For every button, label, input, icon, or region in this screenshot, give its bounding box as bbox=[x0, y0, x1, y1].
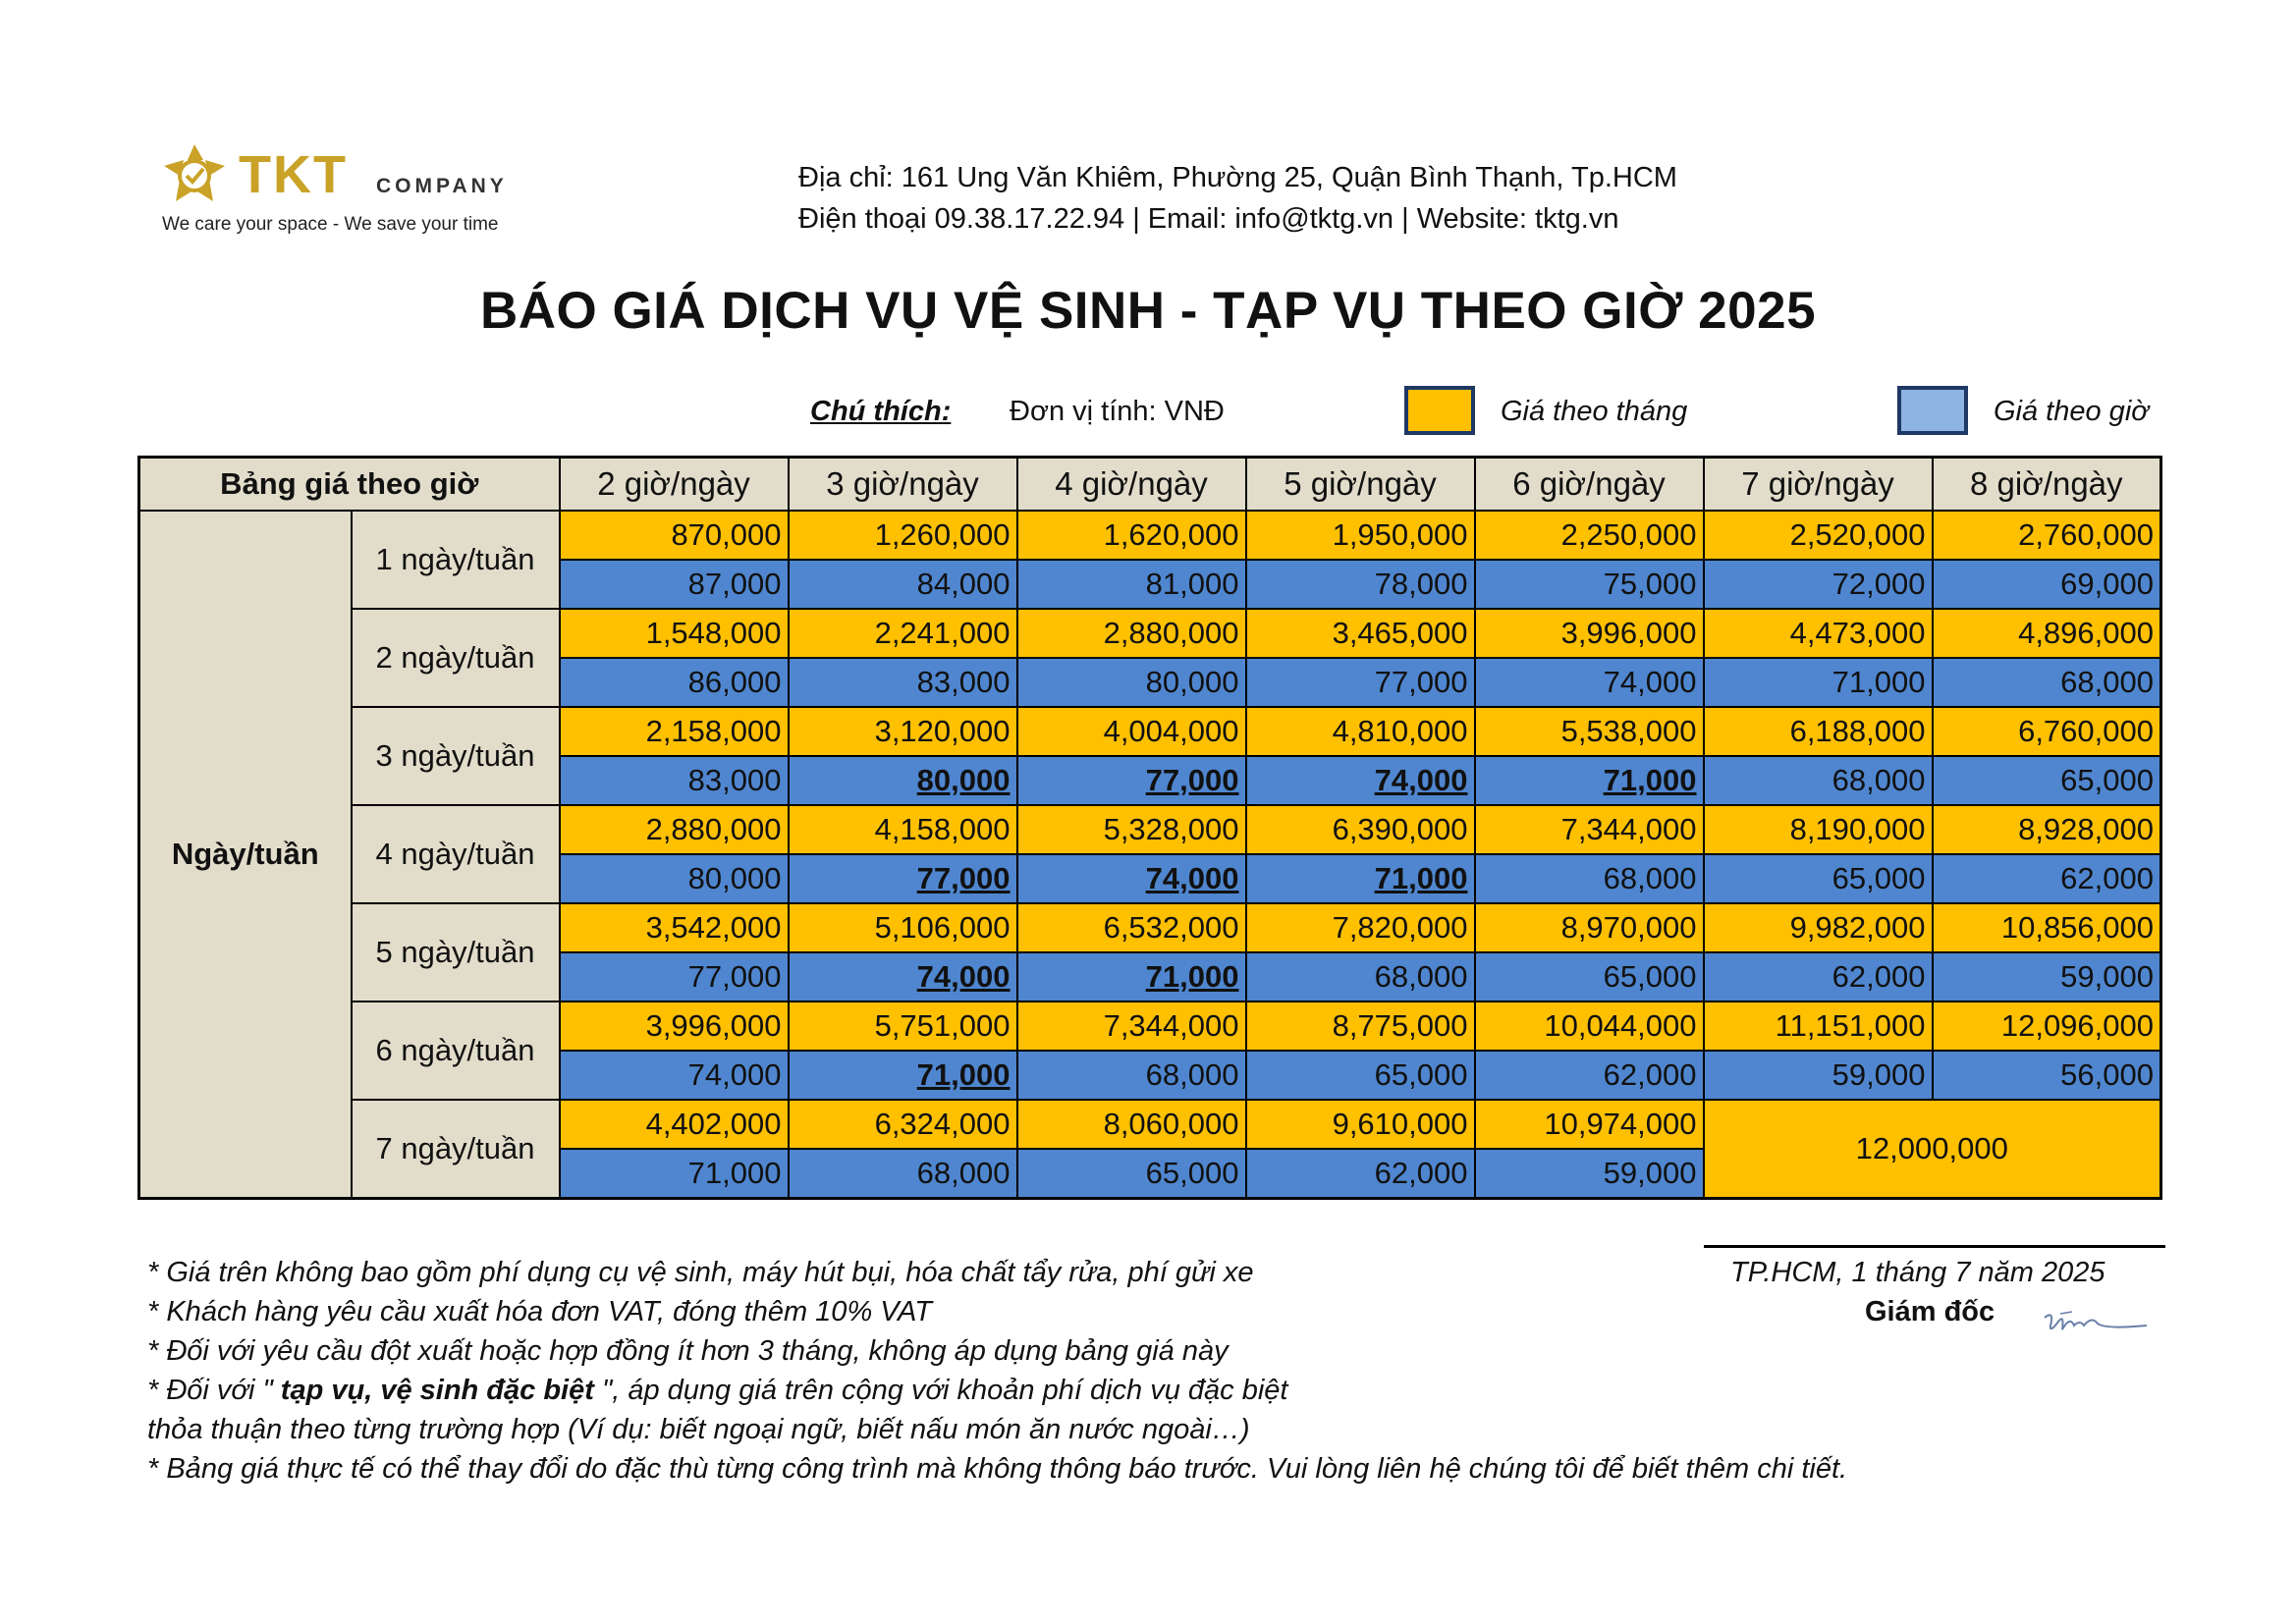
hourly-price-cell: 74,000 bbox=[560, 1051, 789, 1100]
note-4-prefix: * Đối với " bbox=[147, 1375, 273, 1406]
row-label: 7 ngày/tuần bbox=[352, 1100, 560, 1199]
hourly-price-cell: 72,000 bbox=[1704, 560, 1933, 609]
hourly-price-cell: 59,000 bbox=[1933, 952, 2161, 1001]
table-header-row bbox=[139, 458, 2161, 512]
row-label: 6 ngày/tuần bbox=[352, 1001, 560, 1100]
monthly-price-cell: 7,344,000 bbox=[1475, 805, 1704, 854]
hourly-price-cell: 65,000 bbox=[1475, 952, 1704, 1001]
col-header: 3 giờ/ngày bbox=[789, 458, 1017, 512]
company-logo-icon bbox=[162, 142, 227, 203]
hourly-price-cell: 68,000 bbox=[1704, 756, 1933, 805]
note-4-bold: tạp vụ, vệ sinh đặc biệt bbox=[272, 1375, 602, 1406]
hourly-price-cell: 71,000 bbox=[1704, 658, 1933, 707]
hourly-price-cell: 62,000 bbox=[1246, 1149, 1475, 1199]
note-2: * Khách hàng yêu cầu xuất hóa đơn VAT, đóng thêm 10% VAT bbox=[147, 1296, 932, 1327]
monthly-price-cell: 2,250,000 bbox=[1475, 511, 1704, 560]
hourly-price-cell: 69,000 bbox=[1933, 560, 2161, 609]
monthly-price-cell: 10,044,000 bbox=[1475, 1001, 1704, 1051]
hourly-price-cell: 87,000 bbox=[560, 560, 789, 609]
monthly-price-cell: 11,151,000 bbox=[1704, 1001, 1933, 1051]
hourly-price-cell: 65,000 bbox=[1933, 756, 2161, 805]
table-row bbox=[139, 805, 2161, 854]
brand-tagline: We care your space - We save your time bbox=[162, 214, 499, 235]
note-5: thỏa thuận theo từng trường hợp (Ví dụ: biết ngoại ngữ, biết nấu món ăn nước ngoài…) bbox=[147, 1414, 1250, 1445]
legend-label: Chú thích: bbox=[810, 396, 952, 427]
note-6: * Bảng giá thực tế có thể thay đổi do đặc thù từng công trình mà không thông báo trước. Vui lòng liên hệ chúng tôi để biết thêm chi tiết. bbox=[147, 1453, 1848, 1485]
monthly-price-cell: 5,751,000 bbox=[789, 1001, 1017, 1051]
monthly-price-cell: 8,928,000 bbox=[1933, 805, 2161, 854]
monthly-price-cell: 2,760,000 bbox=[1933, 511, 2161, 560]
legend-monthly-swatch bbox=[1404, 386, 1475, 435]
hourly-price-cell: 71,000 bbox=[1017, 952, 1246, 1001]
monthly-price-cell: 3,465,000 bbox=[1246, 609, 1475, 658]
hourly-price-cell: 71,000 bbox=[1246, 854, 1475, 903]
monthly-price-cell: 6,188,000 bbox=[1704, 707, 1933, 756]
monthly-price-cell: 4,473,000 bbox=[1704, 609, 1933, 658]
col-header: 5 giờ/ngày bbox=[1246, 458, 1475, 512]
hourly-price-cell: 75,000 bbox=[1475, 560, 1704, 609]
hourly-price-cell: 65,000 bbox=[1704, 854, 1933, 903]
hourly-price-cell: 77,000 bbox=[1017, 756, 1246, 805]
monthly-price-cell: 4,810,000 bbox=[1246, 707, 1475, 756]
hourly-price-cell: 68,000 bbox=[789, 1149, 1017, 1199]
legend-monthly-label: Giá theo tháng bbox=[1501, 396, 1688, 427]
price-table bbox=[137, 456, 2162, 1200]
monthly-price-cell: 6,532,000 bbox=[1017, 903, 1246, 952]
hourly-price-cell: 74,000 bbox=[1017, 854, 1246, 903]
hourly-price-cell: 65,000 bbox=[1246, 1051, 1475, 1100]
monthly-price-cell: 6,324,000 bbox=[789, 1100, 1017, 1149]
legend-unit: Đơn vị tính: VNĐ bbox=[1010, 396, 1225, 427]
hourly-price-cell: 78,000 bbox=[1246, 560, 1475, 609]
monthly-price-cell: 7,820,000 bbox=[1246, 903, 1475, 952]
table-header-main: Bảng giá theo giờ bbox=[139, 458, 560, 512]
signature-date: TP.HCM, 1 tháng 7 năm 2025 bbox=[1730, 1257, 2105, 1288]
hourly-price-cell: 71,000 bbox=[1475, 756, 1704, 805]
monthly-price-cell: 2,880,000 bbox=[560, 805, 789, 854]
col-header: 8 giờ/ngày bbox=[1933, 458, 2161, 512]
hourly-price-cell: 71,000 bbox=[560, 1149, 789, 1199]
legend-hourly-label: Giá theo giờ bbox=[1994, 396, 2149, 427]
hourly-price-cell: 68,000 bbox=[1017, 1051, 1246, 1100]
hourly-price-cell: 83,000 bbox=[560, 756, 789, 805]
monthly-price-cell: 5,328,000 bbox=[1017, 805, 1246, 854]
hourly-price-cell: 80,000 bbox=[1017, 658, 1246, 707]
monthly-price-cell: 3,120,000 bbox=[789, 707, 1017, 756]
table-row bbox=[139, 609, 2161, 658]
table-row bbox=[139, 903, 2161, 952]
note-1: * Giá trên không bao gồm phí dụng cụ vệ sinh, máy hút bụi, hóa chất tẩy rửa, phí gửi xe bbox=[147, 1257, 1254, 1288]
monthly-price-cell: 1,620,000 bbox=[1017, 511, 1246, 560]
monthly-price-cell: 8,060,000 bbox=[1017, 1100, 1246, 1149]
monthly-price-cell: 6,390,000 bbox=[1246, 805, 1475, 854]
group-label: Ngày/tuần bbox=[139, 511, 352, 1199]
hourly-price-cell: 74,000 bbox=[1246, 756, 1475, 805]
row-label: 5 ngày/tuần bbox=[352, 903, 560, 1001]
note-4 bbox=[147, 1375, 1287, 1407]
hourly-price-cell: 68,000 bbox=[1933, 658, 2161, 707]
hourly-price-cell: 84,000 bbox=[789, 560, 1017, 609]
row-label: 1 ngày/tuần bbox=[352, 511, 560, 609]
note-3: * Đối với yêu cầu đột xuất hoặc hợp đồng ít hơn 3 tháng, không áp dụng bảng giá này bbox=[147, 1335, 1229, 1367]
monthly-price-cell: 2,241,000 bbox=[789, 609, 1017, 658]
monthly-price-cell: 9,610,000 bbox=[1246, 1100, 1475, 1149]
monthly-price-cell: 5,538,000 bbox=[1475, 707, 1704, 756]
hourly-price-cell: 68,000 bbox=[1475, 854, 1704, 903]
row-label: 2 ngày/tuần bbox=[352, 609, 560, 707]
monthly-price-cell: 9,982,000 bbox=[1704, 903, 1933, 952]
handwritten-signature bbox=[2041, 1300, 2151, 1345]
monthly-price-cell: 8,775,000 bbox=[1246, 1001, 1475, 1051]
table-row bbox=[139, 511, 2161, 560]
monthly-price-cell: 8,970,000 bbox=[1475, 903, 1704, 952]
hourly-price-cell: 71,000 bbox=[789, 1051, 1017, 1100]
table-row bbox=[139, 1100, 2161, 1149]
table-row bbox=[139, 1001, 2161, 1051]
monthly-price-cell: 4,402,000 bbox=[560, 1100, 789, 1149]
hourly-price-cell: 77,000 bbox=[1246, 658, 1475, 707]
hourly-price-cell: 62,000 bbox=[1704, 952, 1933, 1001]
hourly-price-cell: 81,000 bbox=[1017, 560, 1246, 609]
hourly-price-cell: 62,000 bbox=[1933, 854, 2161, 903]
hourly-price-cell: 62,000 bbox=[1475, 1051, 1704, 1100]
hourly-price-cell: 56,000 bbox=[1933, 1051, 2161, 1100]
monthly-price-cell: 3,542,000 bbox=[560, 903, 789, 952]
monthly-price-cell: 2,158,000 bbox=[560, 707, 789, 756]
monthly-price-cell: 12,096,000 bbox=[1933, 1001, 2161, 1051]
monthly-price-cell: 2,520,000 bbox=[1704, 511, 1933, 560]
row-label: 3 ngày/tuần bbox=[352, 707, 560, 805]
row-label: 4 ngày/tuần bbox=[352, 805, 560, 903]
monthly-price-cell: 5,106,000 bbox=[789, 903, 1017, 952]
hourly-price-cell: 77,000 bbox=[560, 952, 789, 1001]
monthly-price-cell: 3,996,000 bbox=[560, 1001, 789, 1051]
col-header: 2 giờ/ngày bbox=[560, 458, 789, 512]
page-title: BÁO GIÁ DỊCH VỤ VỆ SINH - TẠP VỤ THEO GIỜ 2025 bbox=[479, 282, 1817, 340]
table-row bbox=[139, 707, 2161, 756]
monthly-price-cell: 1,548,000 bbox=[560, 609, 789, 658]
monthly-price-cell: 4,158,000 bbox=[789, 805, 1017, 854]
hourly-price-cell: 83,000 bbox=[789, 658, 1017, 707]
contact-phone-email-website: Điện thoại 09.38.17.22.94 | Email: info@tktg.vn | Website: tktg.vn bbox=[798, 203, 1619, 235]
hourly-price-cell: 74,000 bbox=[789, 952, 1017, 1001]
hourly-price-cell: 86,000 bbox=[560, 658, 789, 707]
monthly-price-cell: 10,856,000 bbox=[1933, 903, 2161, 952]
monthly-price-cell: 1,950,000 bbox=[1246, 511, 1475, 560]
col-header: 7 giờ/ngày bbox=[1704, 458, 1933, 512]
signature-role: Giám đốc bbox=[1865, 1296, 1995, 1327]
monthly-price-cell: 870,000 bbox=[560, 511, 789, 560]
col-header: 6 giờ/ngày bbox=[1475, 458, 1704, 512]
brand-suffix: COMPANY bbox=[376, 175, 508, 197]
monthly-price-cell: 7,344,000 bbox=[1017, 1001, 1246, 1051]
hourly-price-cell: 74,000 bbox=[1475, 658, 1704, 707]
signature-divider bbox=[1704, 1245, 2165, 1248]
hourly-price-cell: 68,000 bbox=[1246, 952, 1475, 1001]
monthly-price-cell: 4,896,000 bbox=[1933, 609, 2161, 658]
monthly-price-cell: 10,974,000 bbox=[1475, 1100, 1704, 1149]
monthly-price-cell: 2,880,000 bbox=[1017, 609, 1246, 658]
brand-name: TKT bbox=[239, 145, 348, 204]
hourly-price-cell: 77,000 bbox=[789, 854, 1017, 903]
hourly-price-cell: 65,000 bbox=[1017, 1149, 1246, 1199]
monthly-price-cell: 8,190,000 bbox=[1704, 805, 1933, 854]
monthly-price-cell: 3,996,000 bbox=[1475, 609, 1704, 658]
hourly-price-cell: 59,000 bbox=[1704, 1051, 1933, 1100]
legend-hourly-swatch bbox=[1897, 386, 1968, 435]
hourly-price-cell: 59,000 bbox=[1475, 1149, 1704, 1199]
hourly-price-cell: 80,000 bbox=[560, 854, 789, 903]
monthly-price-cell: 4,004,000 bbox=[1017, 707, 1246, 756]
hourly-price-cell: 80,000 bbox=[789, 756, 1017, 805]
monthly-price-cell: 6,760,000 bbox=[1933, 707, 2161, 756]
merged-price-cell: 12,000,000 bbox=[1704, 1100, 2161, 1199]
contact-address: Địa chỉ: 161 Ung Văn Khiêm, Phường 25, Quận Bình Thạnh, Tp.HCM bbox=[798, 162, 1677, 193]
col-header: 4 giờ/ngày bbox=[1017, 458, 1246, 512]
note-4-suffix: ", áp dụng giá trên cộng với khoản phí dịch vụ đặc biệt bbox=[601, 1375, 1288, 1406]
monthly-price-cell: 1,260,000 bbox=[789, 511, 1017, 560]
